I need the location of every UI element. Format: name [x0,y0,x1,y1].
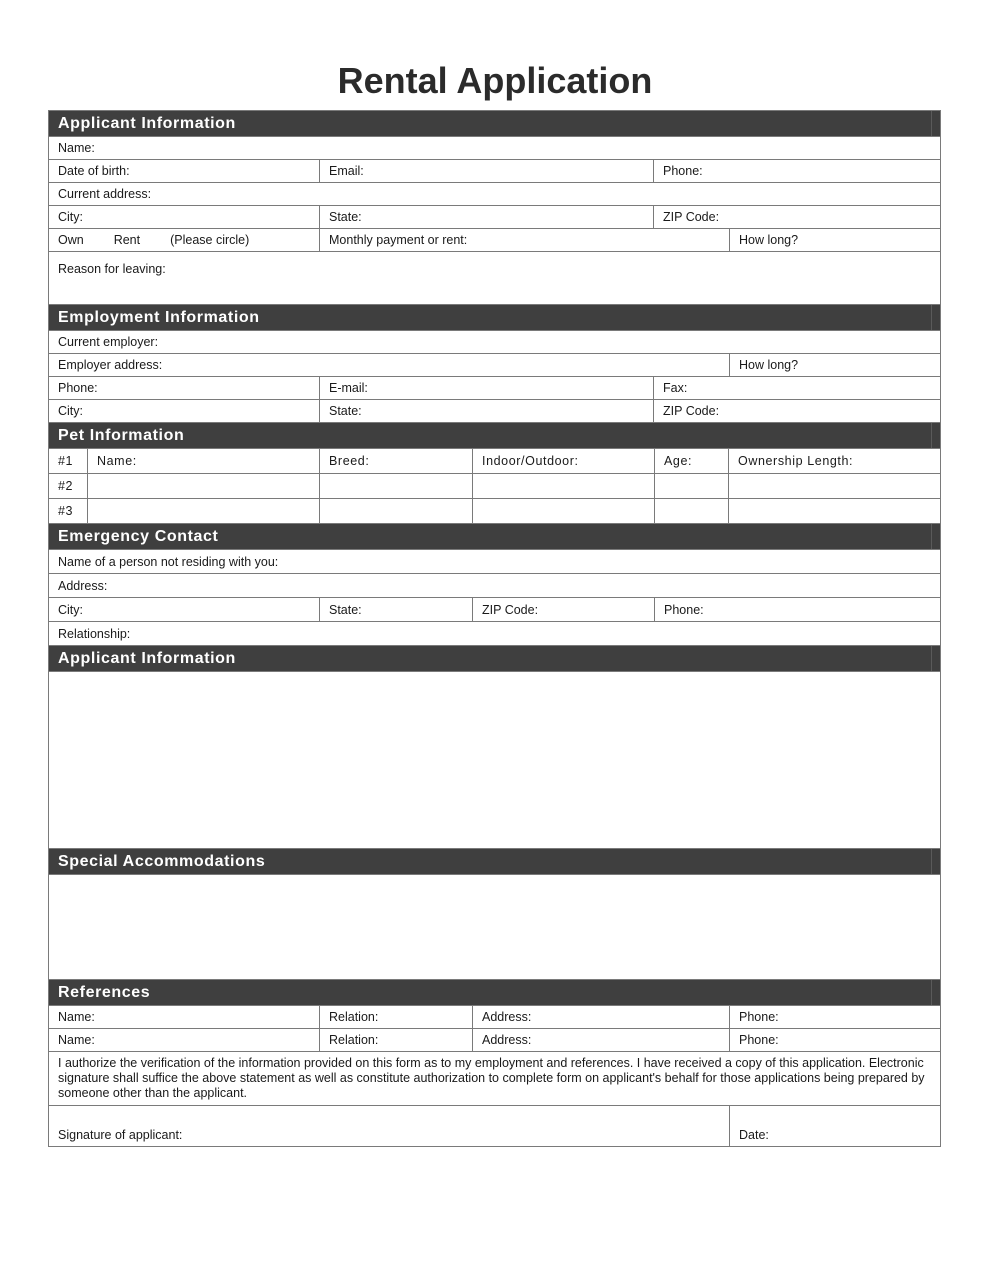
current-employer-field[interactable]: Current employer: [58,335,159,349]
pet-ownership-length-field[interactable] [729,474,940,498]
employment-how-long-field[interactable]: How long? [739,358,799,372]
reference-phone-field[interactable]: Phone: [739,1010,779,1024]
pet-breed-field[interactable]: Breed: [320,449,473,473]
pet-row-3 [49,499,940,524]
please-circle-note: (Please circle) [170,233,250,247]
signature-row [49,1106,940,1146]
pet-number-label: #2 [49,474,88,498]
special-accommodations-blank-area[interactable] [49,875,940,980]
employer-address-field[interactable]: Employer address: [49,354,730,376]
emergency-name-field[interactable]: Name of a person not residing with you: [58,554,279,569]
pet-row-1 [49,449,940,474]
reference-name-field[interactable]: Name: [49,1029,320,1051]
section-header-employment-information: Employment Information [49,305,940,331]
pet-name-field[interactable] [88,474,320,498]
employer-city-row [49,400,940,423]
rent-option[interactable]: Rent [113,233,141,247]
emergency-state-field[interactable]: State: [320,598,473,621]
emergency-city-field[interactable]: City: [49,598,320,621]
applicant-information-blank-area[interactable] [49,672,940,849]
applicant-email-field[interactable]: Email: [320,160,654,182]
applicant-state-field[interactable]: State: [320,206,654,228]
current-employer-row [49,331,940,354]
applicant-phone-field[interactable]: Phone: [663,164,703,178]
emergency-relationship-row [49,622,940,646]
employer-contact-row [49,377,940,400]
reference-name-field[interactable]: Name: [49,1006,320,1028]
pet-row-2 [49,474,940,499]
pet-number-label: #1 [49,449,88,473]
applicant-name-field[interactable]: Name: [58,141,95,155]
emergency-name-row [49,550,940,574]
applicant-dob-row [49,160,940,183]
applicant-zip-field[interactable]: ZIP Code: [663,210,720,224]
pet-ownership-length-field[interactable]: Ownership Length: [738,454,854,468]
page-title: Rental Application [337,60,653,101]
section-header-references: References [49,980,940,1006]
pet-breed-field[interactable] [320,499,473,523]
emergency-city-row [49,598,940,622]
applicant-city-row [49,206,940,229]
pet-ownership-length-field[interactable] [729,499,940,523]
pet-breed-field[interactable] [320,474,473,498]
date-of-birth-field[interactable]: Date of birth: [49,160,320,182]
reference-address-field[interactable]: Address: [473,1006,730,1028]
pet-age-field[interactable] [655,499,729,523]
current-address-field[interactable]: Current address: [58,187,152,201]
pet-indoor-outdoor-field[interactable]: Indoor/Outdoor: [473,449,655,473]
reference-row-2 [49,1029,940,1052]
pet-name-field[interactable] [88,499,320,523]
monthly-payment-field[interactable]: Monthly payment or rent: [320,229,730,251]
reference-phone-field[interactable]: Phone: [739,1033,779,1047]
reference-relation-field[interactable]: Relation: [320,1029,473,1051]
employer-fax-field[interactable]: Fax: [663,381,688,395]
pet-age-field[interactable] [655,474,729,498]
own-option[interactable]: Own [58,233,84,247]
reference-relation-field[interactable]: Relation: [320,1006,473,1028]
employer-phone-field[interactable]: Phone: [49,377,320,399]
signature-field[interactable]: Signature of applicant: [49,1106,730,1146]
pet-indoor-outdoor-field[interactable] [473,474,655,498]
applicant-city-field[interactable]: City: [49,206,320,228]
section-header-special-accommodations: Special Accommodations [49,849,940,875]
emergency-phone-field[interactable]: Phone: [664,602,704,617]
section-header-emergency-contact: Emergency Contact [49,524,940,550]
pet-indoor-outdoor-field[interactable] [473,499,655,523]
section-header-applicant-information: Applicant Information [49,111,940,137]
employer-city-field[interactable]: City: [49,400,320,422]
section-header-pet-information: Pet Information [49,423,940,449]
pet-age-field[interactable]: Age: [655,449,729,473]
emergency-address-row [49,574,940,598]
emergency-address-field[interactable]: Address: [58,578,108,593]
emergency-zip-field[interactable]: ZIP Code: [473,598,655,621]
own-rent-choice[interactable] [49,229,320,251]
pet-name-field[interactable]: Name: [88,449,320,473]
applicant-address-row [49,183,940,206]
employer-zip-field[interactable]: ZIP Code: [663,404,720,418]
reason-for-leaving-row [49,252,940,305]
residence-how-long-field[interactable]: How long? [739,233,799,247]
reference-address-field[interactable]: Address: [473,1029,730,1051]
employer-email-field[interactable]: E-mail: [320,377,654,399]
employer-address-row [49,354,940,377]
authorization-statement: I authorize the verification of the information provided on this form as to my employment and references. I have received a copy of this application. Electronic signature shall suffice the above statement as well as constitute authorization to complete form on applicant's behalf for those applications being prepared by someone other than the applicant. [49,1052,940,1106]
emergency-relationship-field[interactable]: Relationship: [58,626,131,641]
pet-number-label: #3 [49,499,88,523]
applicant-residence-row [49,229,940,252]
rental-application-form [48,110,941,1147]
date-field[interactable]: Date: [739,1128,769,1142]
applicant-name-row [49,137,940,160]
reference-row-1 [49,1006,940,1029]
reason-for-leaving-field[interactable]: Reason for leaving: [58,262,166,276]
employer-state-field[interactable]: State: [320,400,654,422]
section-header-applicant-information-2: Applicant Information [49,646,940,672]
